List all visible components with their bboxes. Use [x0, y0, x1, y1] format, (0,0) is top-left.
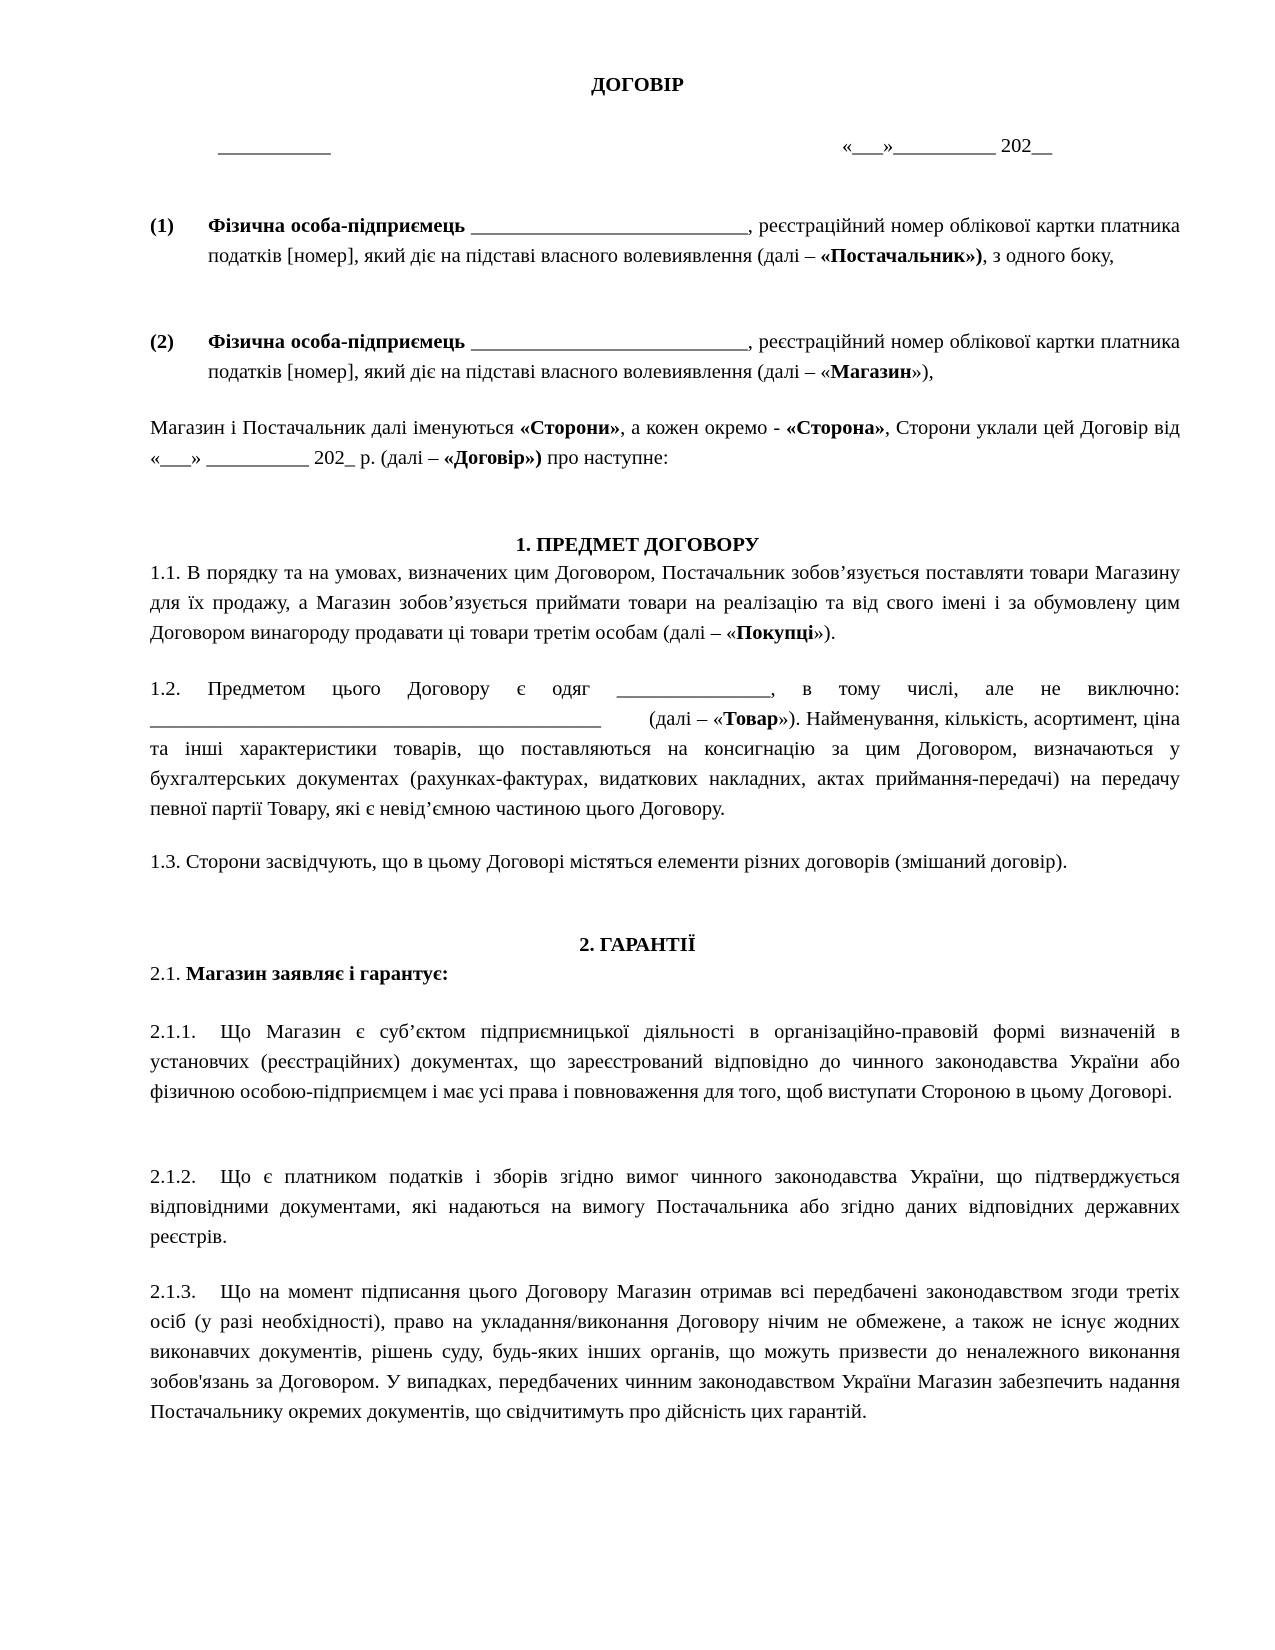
party-1	[150, 211, 1180, 271]
parties-intro-text: , а кожен окремо -	[620, 417, 787, 439]
clause-2-1-number: 2.1.	[150, 963, 186, 985]
clause-2-1-3	[150, 1277, 1180, 1427]
party-2-rest: , реєстраційний номер облікової картки платника податків [номер], який діє на підставі власного волевиявлення (далі – «	[208, 331, 1180, 383]
clause-2-1-1-number: 2.1.1.	[150, 1021, 197, 1043]
clause-2-1	[150, 959, 1180, 989]
clause-1-1-text: 1.1. В порядку та на умовах, визначених цим Договором, Постачальник зобов’язується поставляти товари Магазину для їх продажу, а Магазин зобов’язується приймати товари на реалізацію та від свого імені і за обумовлену цим Договором винагороду продавати ці товари третім особам (далі – «	[150, 562, 1180, 644]
party-2-tail: »),	[911, 361, 934, 383]
party-2-blank: ___________________________	[470, 331, 748, 353]
party-1-number: (1)	[150, 215, 174, 237]
party-1-role: «Постачальник»)	[820, 245, 983, 267]
term-goods: Товар	[723, 708, 779, 730]
clause-2-1-title: Магазин заявляє і гарантує:	[185, 963, 449, 985]
term-buyers: Покупці	[736, 622, 814, 644]
goods-blank: ____________________________________________	[150, 708, 601, 730]
clause-1-2-body	[150, 704, 1180, 824]
document-title: ДОГОВІР	[591, 74, 684, 96]
party-2-intro: Фізична особа-підприємець	[208, 331, 466, 353]
clause-2-1-1	[150, 1017, 1180, 1107]
parties-intro-text: про наступне:	[541, 447, 669, 469]
clause-2-1-1-text: Що Магазин є суб’єктом підприємницької діяльності в організаційно-правовій формі визначеній в установчих (реєстраційних) документах, що зареєстрований відповідно до чинного законодавства України або фізичною особою-підприємцем і має усі права і повноваження для того, щоб виступати Стороною в цьому Договорі.	[150, 1021, 1180, 1103]
parties-intro-text: , Сторони уклали цей Договір від «___» __________ 202_ р. (далі –	[150, 417, 1180, 469]
party-1-text	[208, 211, 1180, 271]
section-1-heading: 1. ПРЕДМЕТ ДОГОВОРУ	[515, 534, 760, 556]
party-2-text	[208, 327, 1180, 387]
clause-1-1-text: »).	[813, 622, 836, 644]
clause-1-2-line-1: 1.2. Предметом цього Договору є одяг _______________, в тому числі, але не виключно:	[150, 678, 1180, 700]
party-2	[150, 327, 1180, 387]
parties-intro	[150, 413, 1180, 473]
clause-1-1	[150, 558, 1180, 648]
place-blank: ___________	[218, 135, 331, 157]
section-2-heading: 2. ГАРАНТІЇ	[579, 934, 696, 956]
clause-2-1-3-number: 2.1.3.	[150, 1281, 197, 1303]
clause-1-2	[150, 674, 1180, 824]
term-side: «Сторона»	[786, 417, 885, 439]
party-1-intro: Фізична особа-підприємець	[208, 215, 466, 237]
clause-1-3: 1.3. Сторони засвідчують, що в цьому Договорі містяться елементи різних договорів (змішаний договір).	[150, 851, 1068, 873]
party-1-blank: ___________________________	[470, 215, 748, 237]
clause-2-1-2-text: Що є платником податків і зборів згідно вимог чинного законодавства України, що підтверджується відповідними документами, які надаються на вимогу Постачальника або згідно даних відповідних державних реєстрів.	[150, 1166, 1180, 1248]
parties-intro-text: Магазин і Постачальник далі іменуються	[150, 417, 520, 439]
term-contract: «Договір»)	[443, 447, 542, 469]
clause-2-1-2-number: 2.1.2.	[150, 1166, 197, 1188]
date-line: «___»__________ 202__	[842, 135, 1053, 157]
party-1-rest: , реєстраційний номер облікової картки платника податків [номер], який діє на підставі власного волевиявлення (далі –	[208, 215, 1180, 267]
party-2-role: Магазин	[830, 361, 912, 383]
party-1-tail: , з одного боку,	[982, 245, 1115, 267]
clause-2-1-3-text: Що на момент підписання цього Договору Магазин отримав всі передбачені законодавством згоди третіх осіб (у разі необхідності), право на укладання/виконання Договору нічим не обмежене, а також не існує жодних виконавчих документів, рішень суду, будь-яких інших органів, що можуть призвести до неналежного виконання зобов'язань за Договором. У випадках, передбачених чинним законодавством України Магазин забезпечить надання Постачальнику окремих документів, що свідчитимуть про дійсність цих гарантій.	[150, 1281, 1180, 1423]
clause-1-2-text: »). Найменування, кількість, асортимент, ціна та інші характеристики товарів, що поставляються на консигнацію за цим Договором, визначаються у бухгалтерських документах (рахунках-фактурах, видаткових накладних, актах приймання-передачі) на передачу певної партії Товару, які є невід’ємною частиною цього Договору.	[150, 708, 1180, 820]
term-sides: «Сторони»	[519, 417, 621, 439]
clause-1-2-text: (далі – «	[649, 708, 724, 730]
clause-2-1-2	[150, 1162, 1180, 1252]
party-2-number: (2)	[150, 331, 174, 353]
